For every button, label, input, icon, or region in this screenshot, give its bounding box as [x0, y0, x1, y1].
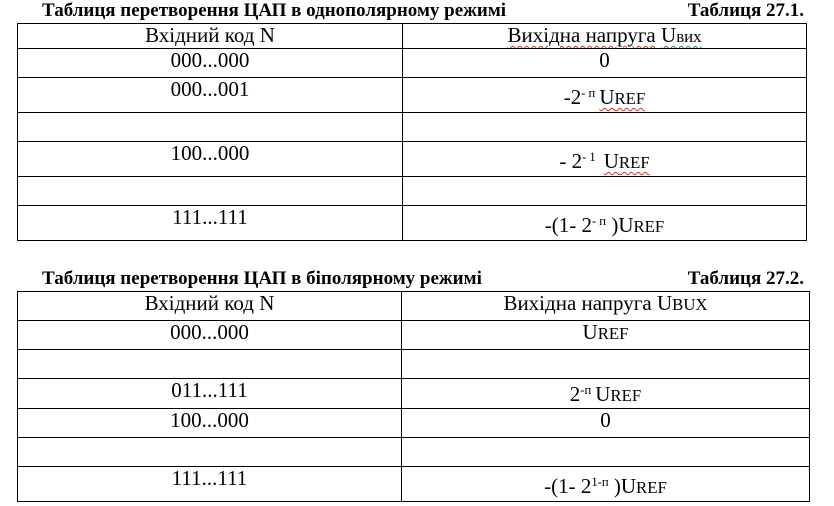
- table2-row: [18, 467, 810, 502]
- code-cell: 000...001: [18, 78, 403, 113]
- output-cell: -(1- $2^{- п}$ )UREF: [403, 206, 807, 241]
- table2-caption: [42, 268, 804, 290]
- table1-row: [18, 113, 807, 142]
- table1-caption: [42, 0, 804, 22]
- table2-title: Таблиця перетворення ЦАП в біполярному режимі: [42, 268, 482, 289]
- table1-row: [18, 206, 807, 241]
- code-cell: 100...000: [18, 142, 403, 177]
- output-cell: UREF: [402, 321, 810, 350]
- table1-row: [18, 142, 807, 177]
- code-cell: 000...000: [18, 321, 402, 350]
- table1-title: Таблиця перетворення ЦАП в однополярному режимі: [42, 0, 507, 21]
- code-cell: [18, 350, 402, 379]
- table2-header-output: Вихідна напруга UBUX: [402, 292, 810, 321]
- code-cell: 000...000: [18, 49, 403, 78]
- table1-header-input: Вхідний код N: [18, 24, 403, 49]
- output-cell: [402, 350, 810, 379]
- output-cell: $-2^{- п}$ UREF: [403, 78, 807, 113]
- table1-number: Таблиця 27.1.: [687, 0, 804, 21]
- table1-header-row: [18, 24, 807, 49]
- code-cell: [18, 438, 402, 467]
- output-cell: [402, 438, 810, 467]
- table2: [17, 291, 810, 502]
- code-cell: 100...000: [18, 409, 402, 438]
- table2-header-input: Вхідний код N: [18, 292, 402, 321]
- table2-row: [18, 350, 810, 379]
- table2-header-row: [18, 292, 810, 321]
- output-cell: - $2^{- 1}$ UREF: [403, 142, 807, 177]
- output-cell: 0: [402, 409, 810, 438]
- table1: [17, 23, 807, 241]
- table2-row: [18, 409, 810, 438]
- code-cell: 011...111: [18, 379, 402, 409]
- code-cell: [18, 177, 403, 206]
- table1-row: [18, 177, 807, 206]
- table2-row: [18, 379, 810, 409]
- table1-row: [18, 78, 807, 113]
- output-cell: $2^{-п}$ UREF: [402, 379, 810, 409]
- code-cell: [18, 113, 403, 142]
- code-cell: 111...111: [18, 467, 402, 502]
- table2-number: Таблиця 27.2.: [687, 268, 804, 289]
- output-cell: 0: [403, 49, 807, 78]
- table1-header-output: Вихідна напруга Uвих: [403, 24, 807, 49]
- table1-row: [18, 49, 807, 78]
- output-cell: [403, 113, 807, 142]
- table2-row: [18, 321, 810, 350]
- table2-row: [18, 438, 810, 467]
- code-cell: 111...111: [18, 206, 403, 241]
- output-cell: -(1- $2^{1-п}$ )UREF: [402, 467, 810, 502]
- output-cell: [403, 177, 807, 206]
